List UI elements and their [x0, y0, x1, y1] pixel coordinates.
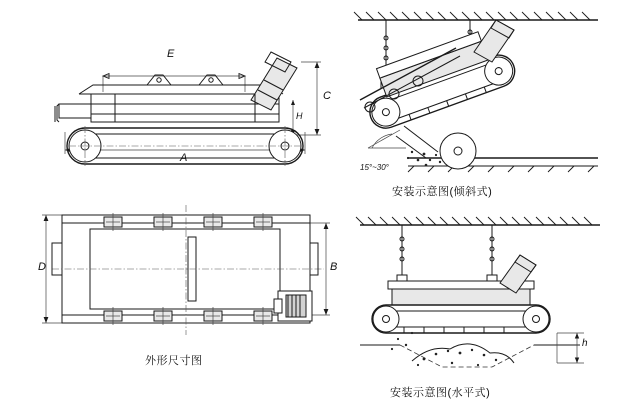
dimension-label-D: D [38, 261, 46, 273]
caption-outline-drawing: 外形尺寸图 [145, 355, 203, 367]
plan-drive-motor [274, 291, 312, 321]
horizontal-chain-left [397, 225, 407, 281]
horizontal-installation-view [352, 213, 617, 373]
head-pulley [440, 133, 476, 169]
caption-horizontal-installation: 安装示意图(水平式) [390, 387, 491, 399]
dimension-label-angle: 15°~30° [360, 163, 389, 172]
dimension-label-h: h [582, 338, 588, 349]
dimension-E [103, 74, 245, 92]
caption-inclined-installation: 安装示意图(倾斜式) [392, 186, 493, 198]
dimension-C [295, 62, 321, 135]
plan-view [38, 195, 338, 345]
front-elevation-view [55, 40, 331, 175]
dimension-label-C: C [323, 90, 331, 102]
dimension-label-A: A [180, 152, 188, 164]
horizontal-chain-right [487, 225, 497, 281]
drive-motor [251, 52, 297, 110]
dimension-label-B: B [330, 261, 338, 273]
material-particles-horizontal [391, 332, 497, 366]
horizontal-separator-body [372, 281, 550, 333]
dimension-h [557, 333, 584, 363]
dimension-label-E: E [167, 48, 175, 60]
inclined-installation-view [348, 8, 618, 183]
dimension-label-H: H [296, 111, 303, 121]
